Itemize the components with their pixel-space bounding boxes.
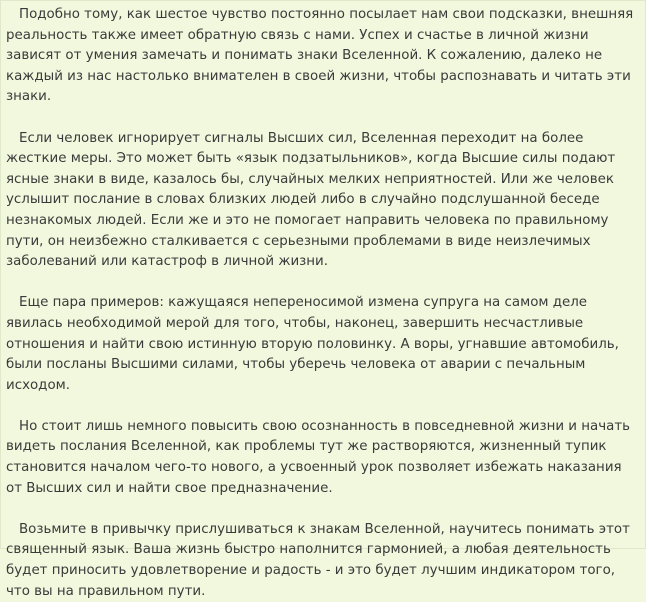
paragraph-1: Подобно тому, как шестое чувство постоянно посылает нам свои подсказки, внешняя реальность также имеет обратную связь с нами. Успех и счастье в личной жизни зависят от умения замечать и понимать знаки Вселенной. К сожалению, далеко не каждый из нас настолько внимателен в своей жизни, чтобы распознавать и читать эти знаки. [6, 7, 634, 105]
paragraph-2: Если человек игнорирует сигналы Высших сил, Вселенная переходит на более жесткие меры. Это может быть «язык подзатыльников», когда Высшие силы подают ясные знаки в виде, казалось бы, случайных мелких неприятностей. Или же человек услышит послание в словах близких людей либо в случайно подслушанной беседе незнакомых людей. Если же и это не помогает направить человека по правильному пути, он неизбежно сталкивается с серьезными проблемами в виде неизлечимых заболеваний или катастроф в личной жизни. [6, 130, 616, 270]
paragraph-3: Еще пара примеров: кажущаяся непереносимой измена супруга на самом деле явилась необходимой мерой для того, чтобы, наконец, завершить несчастливые отношения и найти свою истинную вторую половинку. А воры, угнавшие автомобиль, были посланы Высшими силами, чтобы уберечь человека от аварии с печальным исходом. [6, 295, 619, 393]
paragraph-4: Но стоит лишь немного повысить свою осознанность в повседневной жизни и начать видеть послания Вселенной, как проблемы тут же растворяются, жизненный тупик становится началом чего-то нового, а усвоенный урок позволяет избежать наказания от Высших сил и найти свое предназначение. [6, 418, 631, 496]
paragraph-5: Возьмите в привычку прислушиваться к знакам Вселенной, научитесь понимать этот священный язык. Ваша жизнь быстро наполнится гармонией, а любая деятельность будет приносить удовлетворение и радость - и это будет лучшим индикатором того, что вы на правильном пути. [6, 521, 630, 599]
